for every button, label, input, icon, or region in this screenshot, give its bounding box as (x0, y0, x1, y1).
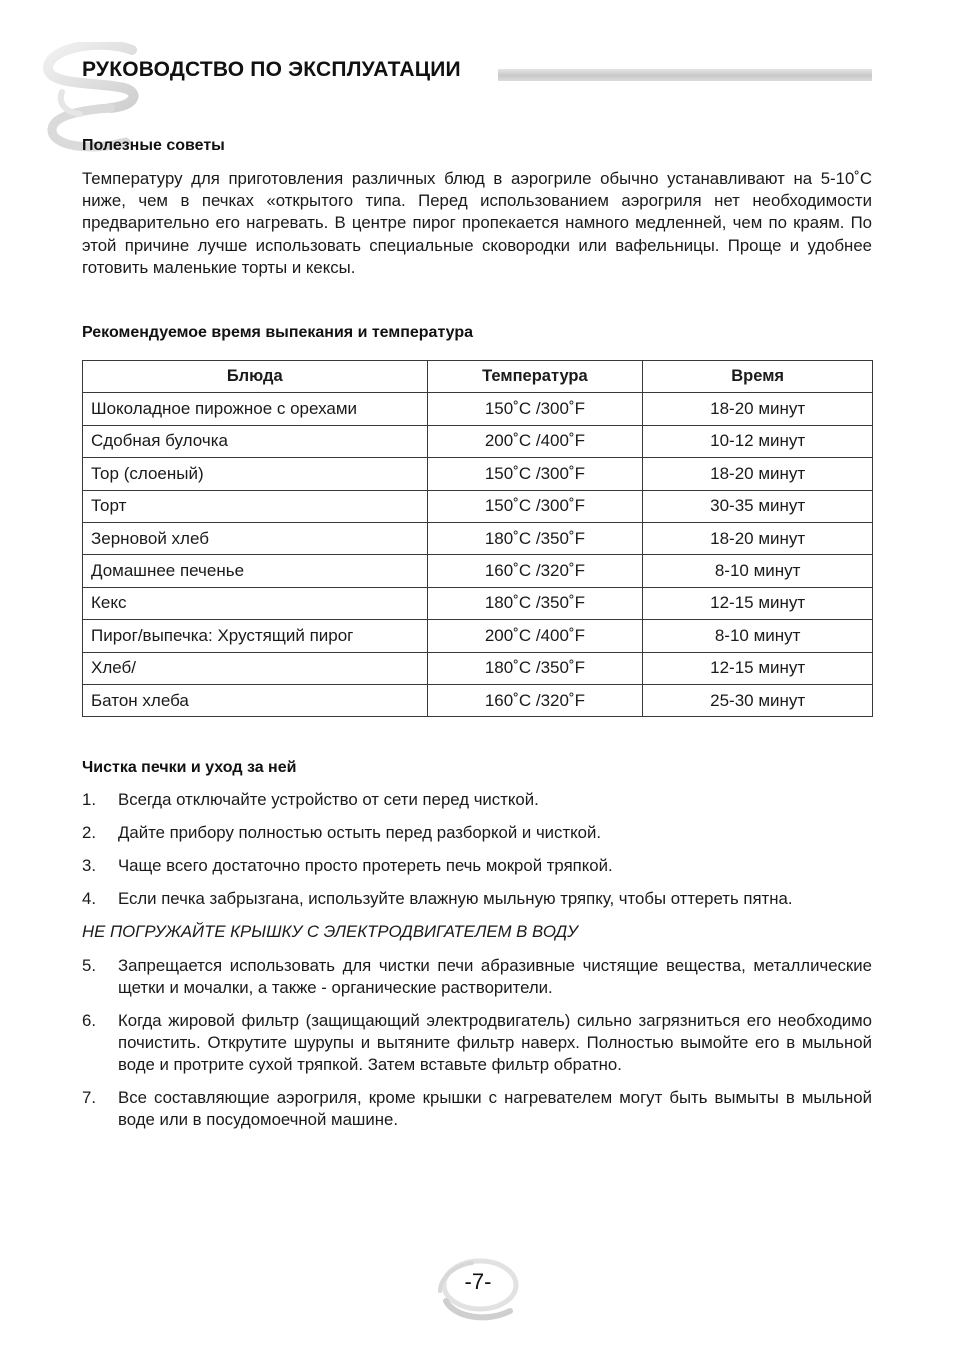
baking-table (82, 360, 873, 717)
list-item (82, 855, 872, 877)
list-item-text: Чаще всего достаточно просто протереть печь мокрой тряпкой. (118, 856, 613, 875)
list-item-number: 5. (82, 956, 96, 975)
baking-table-heading: Рекомендуемое время выпекания и температура (82, 324, 474, 341)
list-item (82, 1010, 872, 1076)
dish-cell: Хлеб/ (83, 652, 428, 684)
time-cell: 10-12 минут (643, 425, 873, 457)
table-row (83, 425, 873, 457)
list-item-number: 1. (82, 790, 96, 809)
list-item-number: 3. (82, 856, 96, 875)
temperature-cell: 150˚С /300˚F (427, 393, 643, 425)
cleaning-list-b (82, 955, 872, 1131)
column-header-time: Время (643, 361, 873, 393)
list-item-number: 7. (82, 1088, 96, 1107)
tips-paragraph: Температуру для приготовления различных блюд в аэрогриле обычно устанавливают на 5-10˚С ниже, чем в печках «открытого типа. Перед использованием аэрогриля нет необходимости предварительно его нагревать. В центре пирог пропекается намного медленней, чем по краям. По этой причине лучше использовать специальные сковородки или вафельницы. Проще и удобнее готовить маленькие торты и кексы. (82, 169, 872, 277)
list-item-text: Всегда отключайте устройство от сети перед чисткой. (118, 790, 539, 809)
temperature-cell: 160˚С /320˚F (427, 684, 643, 716)
time-cell: 18-20 минут (643, 393, 873, 425)
table-row (83, 555, 873, 587)
table-row (83, 620, 873, 652)
list-item-text: Если печка забрызгана, используйте влажную мыльную тряпку, чтобы оттереть пятна. (118, 889, 793, 908)
list-item (82, 789, 872, 811)
header-rule (498, 69, 872, 81)
tips-heading: Полезные советы (82, 137, 225, 154)
temperature-cell: 160˚С /320˚F (427, 555, 643, 587)
table-header-row (83, 361, 873, 393)
list-item-text: Когда жировой фильтр (защищающий электродвигатель) сильно загрязниться его необходимо почистить. Открутите шурупы и вытяните фильтр наверх. Полностью вымойте его в мыльной воде и протрите сухой тряпкой. Затем вставьте фильтр обратно. (118, 1011, 872, 1074)
temperature-cell: 180˚С /350˚F (427, 652, 643, 684)
table-row (83, 587, 873, 619)
time-cell: 30-35 минут (643, 490, 873, 522)
list-item-text: Дайте прибору полностью остыть перед разборкой и чисткой. (118, 823, 602, 842)
list-item (82, 955, 872, 999)
dish-cell: Торт (83, 490, 428, 522)
page-number: -7- (464, 1269, 492, 1294)
temperature-cell: 180˚С /350˚F (427, 522, 643, 554)
time-cell: 8-10 минут (643, 555, 873, 587)
temperature-cell: 180˚С /350˚F (427, 587, 643, 619)
dish-cell: Кекс (83, 587, 428, 619)
column-header-temperature: Температура (427, 361, 643, 393)
dish-cell: Домашнее печенье (83, 555, 428, 587)
list-item-number: 6. (82, 1011, 96, 1030)
dish-cell: Зерновой хлеб (83, 522, 428, 554)
time-cell: 12-15 минут (643, 652, 873, 684)
time-cell: 12-15 минут (643, 587, 873, 619)
time-cell: 18-20 минут (643, 522, 873, 554)
temperature-cell: 150˚С /300˚F (427, 458, 643, 490)
list-item (82, 1087, 872, 1131)
dish-cell: Батон хлеба (83, 684, 428, 716)
list-item-text: Запрещается использовать для чистки печи абразивные чистящие вещества, металлические щетки и мочалки, а также - органические растворители. (118, 956, 872, 997)
time-cell: 18-20 минут (643, 458, 873, 490)
table-row (83, 458, 873, 490)
time-cell: 8-10 минут (643, 620, 873, 652)
dish-cell: Шоколадное пирожное с орехами (83, 393, 428, 425)
list-item (82, 888, 872, 910)
temperature-cell: 200˚С /400˚F (427, 425, 643, 457)
dish-cell: Сдобная булочка (83, 425, 428, 457)
list-item-text: Все составляющие аэрогриля, кроме крышки с нагревателем могут быть вымыты в мыльной воде или в посудомоечной машине. (118, 1088, 872, 1129)
warning-text: НЕ ПОГРУЖАЙТЕ КРЫШКУ С ЭЛЕКТРОДВИГАТЕЛЕМ В ВОДУ (82, 922, 578, 941)
dish-cell: Тор (слоеный) (83, 458, 428, 490)
time-cell: 25-30 минут (643, 684, 873, 716)
cleaning-list-a (82, 789, 872, 910)
temperature-cell: 150˚С /300˚F (427, 490, 643, 522)
page-header-title: РУКОВОДСТВО ПО ЭКСПЛУАТАЦИИ (82, 58, 461, 81)
list-item (82, 822, 872, 844)
cleaning-heading: Чистка печки и уход за ней (82, 759, 297, 776)
temperature-cell: 200˚С /400˚F (427, 620, 643, 652)
table-row (83, 490, 873, 522)
page-number-block (436, 1255, 520, 1325)
table-row (83, 393, 873, 425)
table-row (83, 684, 873, 716)
list-item-number: 2. (82, 823, 96, 842)
column-header-dish: Блюда (83, 361, 428, 393)
dish-cell: Пирог/выпечка: Хрустящий пирог (83, 620, 428, 652)
table-row (83, 522, 873, 554)
table-row (83, 652, 873, 684)
list-item-number: 4. (82, 889, 96, 908)
